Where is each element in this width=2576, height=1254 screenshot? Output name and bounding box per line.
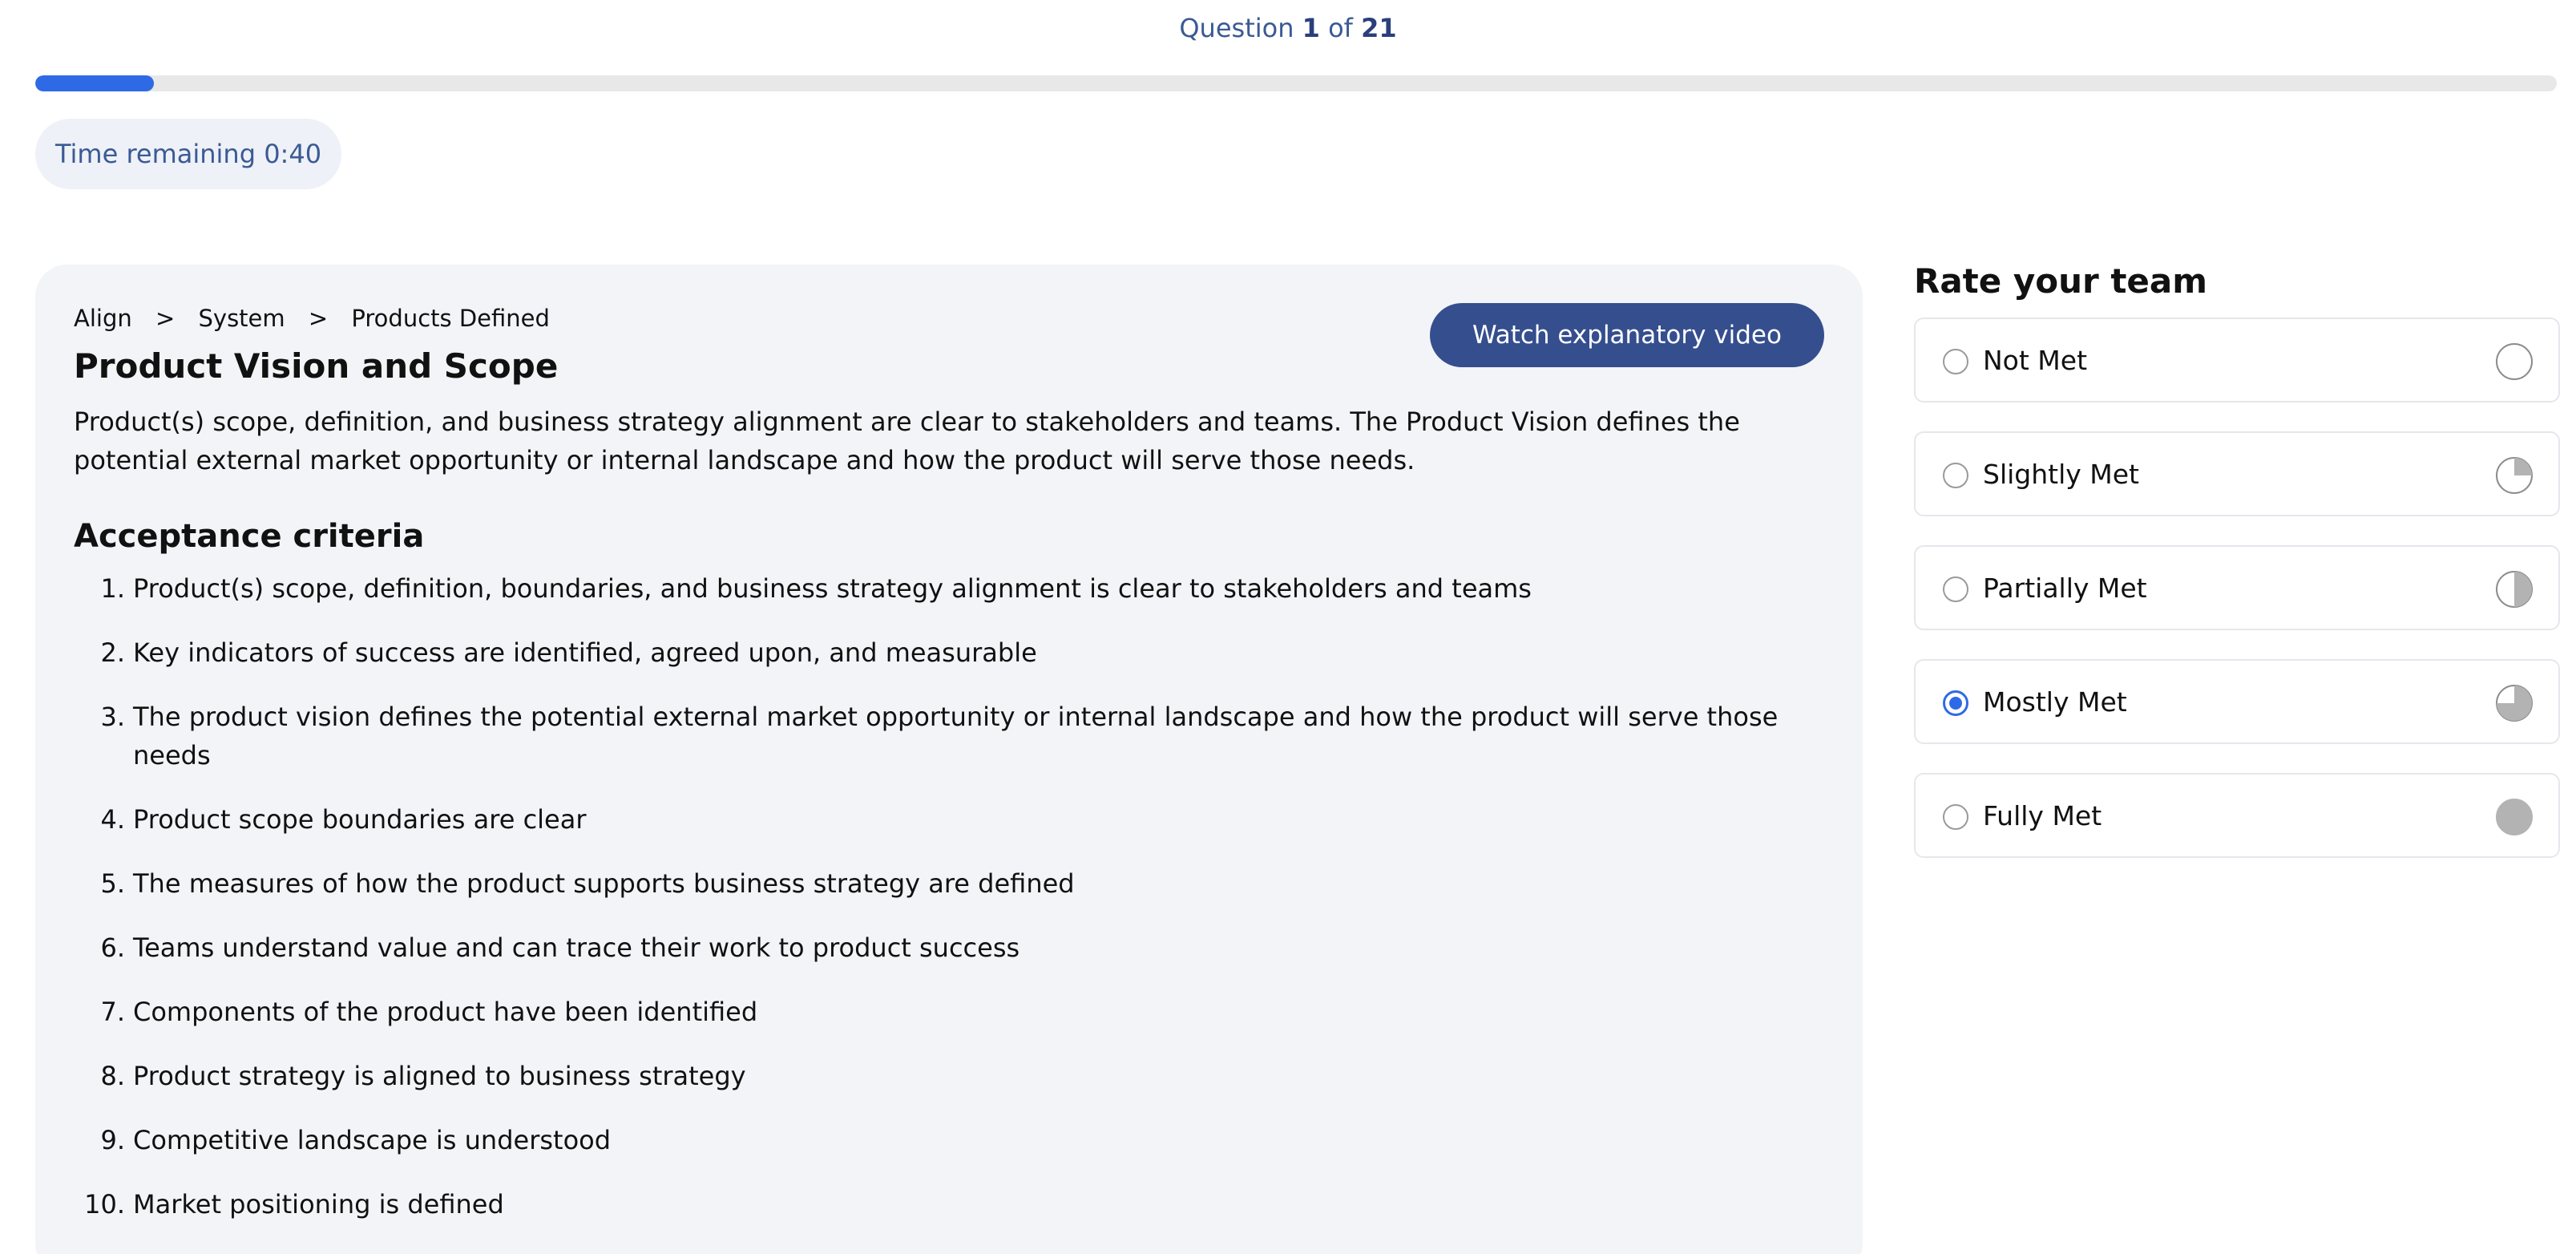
rating-option-label: Mostly Met <box>1983 686 2127 718</box>
time-remaining-badge <box>35 119 341 189</box>
criteria-text: The measures of how the product supports business strategy are defined <box>133 868 1075 899</box>
criteria-text: Product scope boundaries are clear <box>133 804 587 835</box>
breadcrumb-separator: > <box>155 305 176 332</box>
rating-option-label: Not Met <box>1983 344 2088 376</box>
rating-option-not-met[interactable] <box>1914 318 2560 402</box>
half-pie-icon <box>2494 569 2534 609</box>
question-panel <box>35 265 1863 1254</box>
criteria-item <box>74 993 1805 1031</box>
empty-circle-icon <box>2494 342 2534 382</box>
criteria-number: 3. <box>100 702 125 732</box>
criteria-text: Competitive landscape is understood <box>133 1125 612 1155</box>
acceptance-criteria-list <box>74 569 1805 1249</box>
question-description: Product(s) scope, definition, and business strategy alignment are clear to stakeholders and teams. The Product Vision defines the potential external market opportunity or internal landscape and how the product will serve those needs. <box>74 407 1740 475</box>
criteria-number: 9. <box>100 1125 125 1155</box>
criteria-item <box>74 569 1805 608</box>
radio-button[interactable] <box>1943 804 1968 830</box>
progress-bar <box>35 75 2557 91</box>
criteria-item <box>74 1121 1805 1159</box>
rating-option-label: Slightly Met <box>1983 458 2139 490</box>
criteria-text: Teams understand value and can trace their work to product success <box>133 932 1020 963</box>
criteria-number: 5. <box>100 868 125 899</box>
breadcrumb <box>74 305 550 332</box>
three-quarter-pie-icon <box>2494 683 2534 723</box>
radio-button[interactable] <box>1943 463 1968 488</box>
full-circle-icon <box>2494 797 2534 837</box>
criteria-number: 7. <box>100 997 125 1027</box>
criteria-number: 4. <box>100 804 125 835</box>
criteria-item <box>74 864 1805 903</box>
of-word: of <box>1328 13 1353 43</box>
acceptance-criteria-heading: Acceptance criteria <box>74 518 425 555</box>
question-counter <box>0 13 2576 43</box>
criteria-item <box>74 633 1805 672</box>
radio-button[interactable] <box>1943 349 1968 374</box>
current-question-number: 1 <box>1302 13 1320 43</box>
question-title: Product Vision and Scope <box>74 346 559 386</box>
criteria-text: Market positioning is defined <box>133 1189 504 1220</box>
rating-option-label: Partially Met <box>1983 572 2147 604</box>
rating-option-label: Fully Met <box>1983 799 2102 831</box>
criteria-text: Key indicators of success are identified, agreed upon, and measurable <box>133 637 1037 668</box>
radio-button[interactable] <box>1943 690 1968 716</box>
criteria-number: 8. <box>100 1061 125 1091</box>
rate-your-team-heading: Rate your team <box>1914 261 2208 301</box>
rating-option-mostly-met[interactable] <box>1914 659 2560 744</box>
criteria-text: Components of the product have been identified <box>133 997 758 1027</box>
progress-bar-fill <box>35 75 154 91</box>
question-word: Question <box>1179 13 1294 43</box>
criteria-number: 2. <box>100 637 125 668</box>
criteria-item <box>74 1185 1805 1224</box>
breadcrumb-item-products-defined: Products Defined <box>351 305 550 332</box>
rating-option-slightly-met[interactable] <box>1914 431 2560 516</box>
criteria-number: 6. <box>100 932 125 963</box>
criteria-text: The product vision defines the potential external market opportunity or internal landscape and how the product will serve those needs <box>133 702 1779 771</box>
criteria-number: 1. <box>100 573 125 604</box>
criteria-text: Product(s) scope, definition, boundaries, and business strategy alignment is clear to stakeholders and teams <box>133 573 1532 604</box>
criteria-item <box>74 698 1805 775</box>
breadcrumb-item-system: System <box>198 305 285 332</box>
criteria-number: 10. <box>84 1189 125 1220</box>
breadcrumb-separator: > <box>308 305 329 332</box>
criteria-item <box>74 928 1805 967</box>
criteria-item <box>74 1057 1805 1095</box>
breadcrumb-item-align: Align <box>74 305 132 332</box>
watch-video-button[interactable]: Watch explanatory video <box>1430 303 1824 367</box>
time-remaining-label: Time remaining 0:40 <box>55 139 322 169</box>
criteria-text: Product strategy is aligned to business strategy <box>133 1061 746 1091</box>
radio-button[interactable] <box>1943 576 1968 602</box>
quarter-pie-icon <box>2494 455 2534 496</box>
total-questions-number: 21 <box>1361 13 1397 43</box>
rating-option-partially-met[interactable] <box>1914 545 2560 630</box>
rating-option-fully-met[interactable] <box>1914 773 2560 858</box>
criteria-item <box>74 800 1805 839</box>
